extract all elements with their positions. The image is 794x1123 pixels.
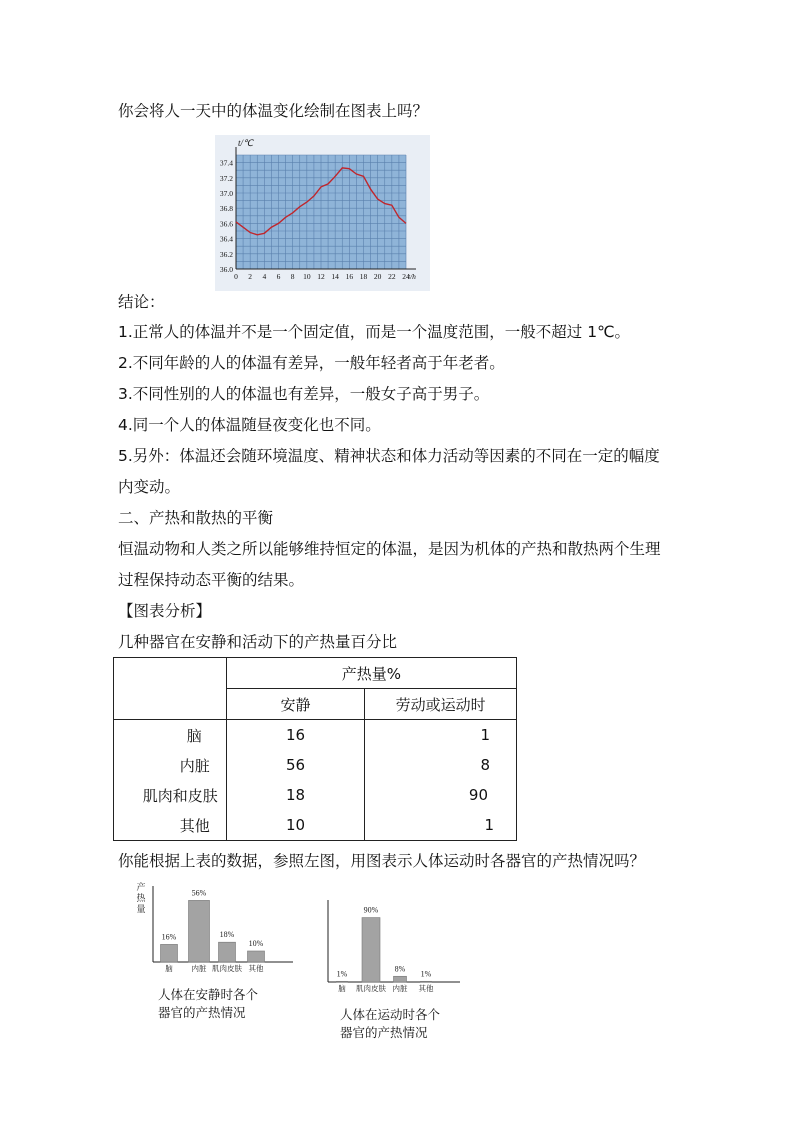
y-axis-label: 热 [136, 894, 146, 904]
y-tick-label: 36.8 [219, 204, 233, 214]
x-tick-label: 4 [262, 272, 267, 281]
bar [362, 918, 380, 982]
y-tick-label: 36.6 [219, 219, 233, 229]
rest-value: 16 [226, 720, 365, 751]
bar-value-label: 10% [248, 939, 264, 948]
x-tick-label: 10 [303, 272, 311, 281]
active-value: 90 [365, 780, 517, 810]
x-tick-label: 12 [317, 272, 325, 281]
bar-value-label: 18% [219, 930, 235, 940]
chart-caption: 器官的产热情况 [158, 1005, 246, 1020]
bar-value-label: 56% [191, 888, 207, 898]
table-row [114, 720, 517, 751]
conclusion-item: 4.同一个人的体温随昼夜变化也不同。 [118, 416, 381, 434]
bar-value-label: 1% [336, 969, 348, 979]
y-tick-label: 37.0 [219, 189, 233, 198]
question-text: 你会将人一天中的体温变化绘制在图表上吗？ [118, 102, 429, 120]
y-axis-label: 量 [136, 905, 146, 915]
x-tick-label: 22 [388, 272, 396, 281]
x-tick-label: 14 [331, 272, 339, 281]
bar [219, 942, 236, 962]
x-tick-label: 2 [248, 272, 253, 281]
rest-value: 18 [226, 780, 365, 810]
bar-value-label: 1% [420, 969, 432, 979]
y-tick-label: 36.2 [219, 249, 233, 259]
active-bar-chart [318, 898, 463, 998]
bar [248, 951, 265, 962]
x-tick-label: 6 [276, 272, 281, 281]
x-tick-label: 18 [359, 272, 368, 281]
organ-cell: 内脏 [114, 750, 227, 780]
organ-cell: 其他 [114, 810, 227, 841]
conclusion-item-continued: 内变动。 [118, 478, 181, 496]
paragraph-line: 恒温动物和人类之所以能够维持恒定的体温，是因为机体的产热和散热两个生理 [118, 540, 661, 558]
y-tick-label: 37.2 [219, 173, 233, 183]
active-value: 8 [365, 750, 517, 780]
chart-caption: 人体在安静时各个 [158, 987, 259, 1002]
rest-bar-chart [125, 878, 300, 978]
category-label: 其他 [418, 984, 434, 993]
bar [421, 981, 432, 982]
paragraph-line: 过程保持动态平衡的结果。 [118, 571, 305, 589]
x-axis-label: t/h [408, 272, 416, 281]
conclusion-item: 3.不同性别的人的体温也有差异，一般女子高于男子。 [118, 385, 490, 403]
y-tick-label: 37.4 [219, 158, 233, 168]
y-tick-label: 36.0 [219, 265, 233, 274]
table-row [114, 750, 517, 780]
rest-value: 56 [226, 750, 365, 780]
conclusion-heading: 结论： [118, 293, 165, 311]
rest-value: 10 [226, 810, 365, 841]
table-row [114, 780, 517, 810]
category-label: 脑 [165, 964, 173, 973]
conclusion-item: 2.不同年龄的人的体温有差异，一般年轻者高于年老者。 [118, 354, 505, 372]
category-label: 内脏 [191, 964, 207, 973]
category-label: 内脏 [392, 984, 408, 993]
table-corner-cell [114, 658, 227, 720]
y-tick-label: 36.4 [219, 234, 233, 244]
active-value: 1 [365, 810, 517, 841]
analysis-heading: 【图表分析】 [118, 602, 212, 620]
x-tick-label: 20 [373, 272, 382, 281]
bar [189, 900, 210, 962]
section-heading: 二、产热和散热的平衡 [118, 509, 274, 527]
x-tick-label: 16 [345, 272, 354, 281]
bar-value-label: 8% [394, 964, 406, 974]
bar-value-label: 16% [161, 932, 177, 942]
y-axis-label: 产 [136, 883, 146, 893]
bar-value-label: 90% [363, 905, 379, 915]
chart-caption: 人体在运动时各个 [340, 1007, 441, 1022]
organ-cell: 脑 [114, 720, 227, 751]
conclusion-item: 5.另外：体温还会随环境温度、精神状态和体力活动等因素的不同在一定的幅度 [118, 447, 660, 465]
category-label: 其他 [248, 964, 264, 973]
heat-production-table [113, 657, 517, 841]
category-label: 肌肉皮肤 [356, 984, 386, 993]
bar [337, 981, 348, 982]
category-label: 肌肉皮肤 [212, 964, 242, 973]
x-tick-label: 8 [290, 272, 295, 281]
x-tick-label: 0 [234, 272, 238, 281]
conclusion-item: 1.正常人的体温并不是一个固定值，而是一个温度范围，一般不超过 1℃。 [118, 323, 630, 341]
col-header-active: 劳动或运动时 [365, 689, 517, 720]
organ-cell: 肌肉和皮肤 [114, 780, 227, 810]
group-header: 产热量% [226, 658, 516, 689]
table-row [114, 810, 517, 841]
bar [161, 944, 178, 962]
table-caption: 几种器官在安静和活动下的产热量百分比 [118, 633, 398, 651]
active-value: 1 [365, 720, 517, 751]
category-label: 脑 [338, 984, 346, 993]
x-tick-label: 24 [402, 272, 410, 281]
bar [394, 976, 407, 982]
col-header-rest: 安静 [226, 689, 365, 720]
question-text: 你能根据上表的数据，参照左图，用图表示人体运动时各器官的产热情况吗？ [118, 852, 646, 870]
table-header-row [114, 658, 517, 689]
y-axis-label: t/℃ [238, 138, 254, 148]
temperature-chart [215, 135, 430, 291]
chart-caption: 器官的产热情况 [340, 1025, 428, 1040]
